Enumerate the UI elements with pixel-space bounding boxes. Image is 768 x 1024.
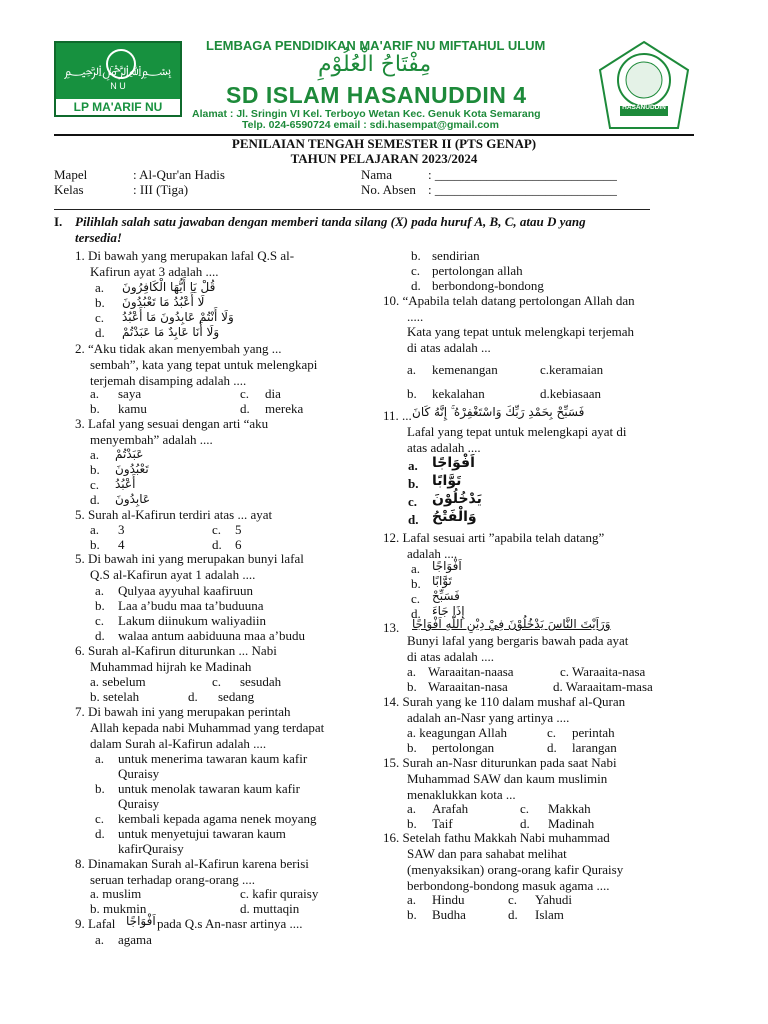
right-text-79: Islam [535,907,564,922]
hasanuddin-logo [598,40,690,132]
right-text-60: a. [407,801,417,816]
nama-label: Nama [361,167,393,182]
absen-field[interactable]: : ____________________________ [428,182,617,197]
left-text-28: أَعْبُدُ [115,477,136,491]
left-text-25: b. [90,462,100,477]
left-text-50: 6. Surah al-Kafirun diturunkan ... Nabi [75,643,277,658]
left-text-24: عَبَدْتُمْ [115,447,144,461]
right-text-48: 14. Surah yang ke 110 dalam mushaf al-Quran [383,694,626,709]
left-text-18: kamu [118,401,147,416]
right-text-37: إِذَا جَاءَ [432,604,465,618]
right-text-65: Taif [432,816,453,831]
right-text-40: Bunyi lafal yang bergaris bawah pada ayat [407,633,629,648]
left-text-21: 3. Lafal yang sesuai dengan arti “aku [75,416,269,431]
right-text-34: c. [411,591,421,606]
right-text-30: a. [411,561,421,576]
right-text-33: تَوَّابًا [432,574,452,588]
right-text-75: Yahudi [535,892,572,907]
right-text-51: c. [547,725,557,740]
logo-arabic-left: ﷽ [64,64,172,79]
right-text-3: pertolongan allah [432,263,523,278]
left-text-34: c. [212,522,222,537]
left-text-33: 3 [118,522,125,537]
left-text-78: 9. Lafal [75,916,116,931]
school-address: Alamat : Jl. Sringin VI Kel. Terboyo Wetan Kec. Genuk Kota Semarang [192,108,541,120]
right-text-63: Makkah [548,801,591,816]
right-text-2: c. [411,263,421,278]
right-text-68: 16. Setelah fathu Makkah Nabi muhammad [383,830,610,845]
right-text-14: kekalahan [432,386,485,401]
left-text-65: untuk menolak tawaran kaum kafir [118,781,300,796]
right-text-78: d. [508,907,518,922]
right-text-46: Waraaitan-nasa [428,679,508,694]
right-text-43: Waraaitan-naasa [428,664,514,679]
right-text-49: adalah an-Nasr yang artinya .... [407,710,570,725]
right-text-71: berbondong-bondong masuk agama .... [407,878,610,893]
right-text-16: 11. ... [383,408,412,423]
left-text-66: Quraisy [118,796,160,811]
left-text-68: kembali kepada agama nenek moyang [118,811,317,826]
left-text-81: a. [95,932,105,947]
left-text-5: لَا أَعْبُدُ مَا تَعْبُدُونَ [122,295,205,309]
right-text-22: b. [408,476,419,491]
left-text-73: seruan terhadap orang-orang .... [90,872,255,887]
left-text-69: d. [95,826,105,841]
right-text-15: d.kebiasaan [540,386,602,401]
right-text-42: a. [407,664,417,679]
kelas-value: : III (Tiga) [133,182,189,197]
right-text-73: Hindu [432,892,465,907]
left-text-79: اَفْوَاجًا [126,914,156,928]
right-text-19: atas adalah .... [407,440,481,455]
school-name: SD ISLAM HASANUDDIN 4 [226,82,527,108]
mapel-label: Mapel [54,167,88,182]
right-text-35: فَسَبِّحْ [432,589,460,603]
right-text-47: d. Waraaitam-masa [553,679,653,694]
right-text-31: اَفْوَاجًا [432,559,462,573]
left-text-17: b. [90,401,100,416]
right-text-20: a. [408,458,418,473]
left-text-45: Laa a’budu maa ta’buduuna [118,598,264,613]
right-text-28: 12. Lafal sesuai arti ”apabila telah datang” [383,530,605,545]
left-text-1: Kafirun ayat 3 adalah .... [90,264,219,279]
left-text-20: mereka [265,401,304,416]
left-text-32: a. [90,522,100,537]
right-text-69: SAW dan para sahabat melihat [407,846,567,861]
left-text-64: b. [95,781,105,796]
right-text-72: a. [407,892,417,907]
left-text-61: a. [95,751,105,766]
left-text-58: 7. Di bawah ini yang merupakan perintah [75,704,291,719]
left-text-37: 4 [118,537,125,552]
right-text-76: b. [407,907,417,922]
arabic-motto: مِفْتَاحُ الْعُلُوْمِ [318,52,432,77]
logo-letters: N U [110,81,126,91]
right-text-70: (menyaksikan) orang-orang kafir Quraisy [407,862,624,877]
left-text-26: تَعْبُدُونَ [115,462,149,476]
right-text-17: فَسَبِّحْ بِحَمْدِ رَبِّكَ وَاسْتَغْفِرْهُ ۚ إِنَّهُ كَانَ [412,405,585,419]
left-text-44: b. [95,598,105,613]
left-text-16: dia [265,386,281,401]
left-text-38: d. [212,537,222,552]
left-text-7: وَلَا أَنْتُمْ عَابِدُونَ مَا أَعْبُدُ [122,310,234,324]
right-text-1: sendirian [432,248,480,263]
right-text-27: وَالْفَتْحُ [432,509,477,525]
mapel-value: : Al-Qur'an Hadis [133,167,225,182]
right-text-61: Arafah [432,801,469,816]
left-text-48: d. [95,628,105,643]
instruction-line-1: Pilihlah salah satu jawaban dengan memberi tanda silang (X) pada huruf A, B, C, atau D yang [75,214,586,229]
left-text-23: a. [90,447,100,462]
exam-year: TAHUN PELAJARAN 2023/2024 [290,151,478,166]
left-text-53: c. [212,674,222,689]
left-text-57: sedang [218,689,255,704]
left-text-56: d. [188,689,198,704]
right-text-67: Madinah [548,816,595,831]
right-text-7: ..... [407,309,424,324]
left-text-3: قُلْ يَا أَيُّهَا الْكَافِرُونَ [122,280,216,294]
absen-label: No. Absen [361,182,416,197]
right-text-52: perintah [572,725,615,740]
left-text-31: 5. Surah al-Kafirun terdiri atas ... ayat [75,507,273,522]
right-text-24: c. [408,494,418,509]
left-text-76: b. mukmin [90,901,147,916]
left-text-2: a. [95,280,105,295]
left-text-11: sembah”, kata yang tepat untuk melengkapi [90,357,318,372]
school-contact: Telp. 024-6590724 email : sdi.hasempat@gmail.com [242,119,499,131]
left-text-67: c. [95,811,105,826]
left-text-70: untuk menyetujui tawaran kaum [118,826,286,841]
right-text-9: di atas adalah ... [407,340,491,355]
right-text-57: 15. Surah an-Nasr diturunkan pada saat Nabi [383,755,617,770]
left-text-12: terjemah disamping adalah .... [90,373,247,388]
right-text-25: يَدْخُلُوْنَ [432,491,482,507]
right-text-62: c. [520,801,530,816]
right-text-0: b. [411,248,421,263]
left-text-39: 6 [235,537,242,552]
right-text-53: b. [407,740,417,755]
right-text-66: d. [520,816,530,831]
right-text-41: di atas adalah .... [407,649,494,664]
left-text-10: 2. “Aku tidak akan menyembah yang ... [75,341,282,356]
right-text-29: adalah .... [407,546,458,561]
instruction-line-2: tersedia! [75,230,122,245]
left-text-42: a. [95,583,105,598]
left-text-19: d. [240,401,250,416]
left-text-80: pada Q.s An-nasr artinya .... [157,916,303,931]
left-text-35: 5 [235,522,242,537]
right-text-50: a. keagungan Allah [407,725,507,740]
info-divider [54,209,650,210]
right-text-55: d. [547,740,557,755]
left-text-41: Q.S al-Kafirun ayat 1 adalah .... [90,567,256,582]
right-text-10: a. [407,362,417,377]
right-text-38: 13. [383,620,400,635]
logo-right-label: HASANUDDIN [622,104,666,111]
lp-maarif-nu-logo [54,41,182,117]
right-text-23: تَوَّابًا [432,473,462,489]
right-text-64: b. [407,816,417,831]
right-text-36: d. [411,606,421,621]
right-text-32: b. [411,576,421,591]
institution-name: LEMBAGA PENDIDIKAN MA'ARIF NU MIFTAHUL ULUM [206,38,546,53]
left-text-60: dalam Surah al-Kafirun adalah .... [90,736,267,751]
left-text-54: sesudah [240,674,282,689]
left-text-63: Quraisy [118,766,160,781]
left-text-27: c. [90,477,100,492]
right-text-18: Lafal yang tepat untuk melengkapi ayat di [407,424,627,439]
section-number: I. [54,214,63,229]
left-text-72: 8. Dinamakan Surah al-Kafirun karena berisi [75,856,309,871]
left-text-43: Qulyaa ayyuhal kaafiruun [118,583,254,598]
left-text-62: untuk menerima tawaran kaum kafir [118,751,308,766]
kelas-label: Kelas [54,182,84,197]
left-text-82: agama [118,932,152,947]
left-text-8: d. [95,325,105,340]
left-text-75: c. kafir quraisy [240,886,319,901]
right-text-45: b. [407,679,417,694]
right-text-56: larangan [572,740,617,755]
left-text-49: walaa antum aabiduuna maa a’budu [118,628,305,643]
left-text-71: kafirQuraisy [118,841,184,856]
right-text-21: اَفْوَاجًا [432,455,475,471]
logo-label: LP MA'ARIF NU [56,99,180,115]
right-text-54: pertolongan [432,740,495,755]
exam-title: PENILAIAN TENGAH SEMESTER II (PTS GENAP) [231,136,537,151]
right-text-59: menaklukkan kota ... [407,787,516,802]
left-text-47: Lakum diinukum waliyadiin [118,613,267,628]
left-text-29: d. [90,492,100,507]
left-text-40: 5. Di bawah ini yang merupakan bunyi lafal [75,551,304,566]
right-text-6: 10. “Apabila telah datang pertolongan Allah dan [383,293,635,308]
left-text-51: Muhammad hijrah ke Madinah [90,659,252,674]
left-text-15: c. [240,386,250,401]
right-text-77: Budha [432,907,466,922]
right-text-5: berbondong-bondong [432,278,544,293]
left-text-59: Allah kepada nabi Muhammad yang terdapat [90,720,325,735]
left-text-46: c. [95,613,105,628]
right-text-58: Muhammad SAW dan kaum muslimin [407,771,608,786]
right-text-4: d. [411,278,421,293]
left-text-52: a. sebelum [90,674,146,689]
left-text-13: a. [90,386,100,401]
right-text-74: c. [508,892,518,907]
left-text-0: 1. Di bawah yang merupakan lafal Q.S al- [75,248,295,263]
left-text-30: عَابِدُونَ [115,492,151,506]
left-text-77: d. muttaqin [240,901,300,916]
right-text-26: d. [408,512,419,527]
right-text-11: kemenangan [432,362,498,377]
left-text-22: menyembah” adalah .... [90,432,213,447]
right-text-39: وَرَاَيْتَ النَّاسَ يَدْخُلُوْنَ فِيْ دِيْنِ اللّٰهِ اَفْوَاجًا [412,617,611,631]
left-text-74: a. muslim [90,886,142,901]
left-text-9: وَلَا أَنَا عَابِدٌ مَا عَبَدْتُمْ [122,325,220,339]
left-text-55: b. setelah [90,689,140,704]
right-text-13: b. [407,386,417,401]
right-text-8: Kata yang tepat untuk melengkapi terjemah [407,324,635,339]
left-text-6: c. [95,310,105,325]
left-text-4: b. [95,295,105,310]
nama-field[interactable]: : ____________________________ [428,167,617,182]
right-text-44: c. Waraaita-nasa [560,664,646,679]
left-text-36: b. [90,537,100,552]
left-text-14: saya [118,386,142,401]
right-text-12: c.keramaian [540,362,604,377]
